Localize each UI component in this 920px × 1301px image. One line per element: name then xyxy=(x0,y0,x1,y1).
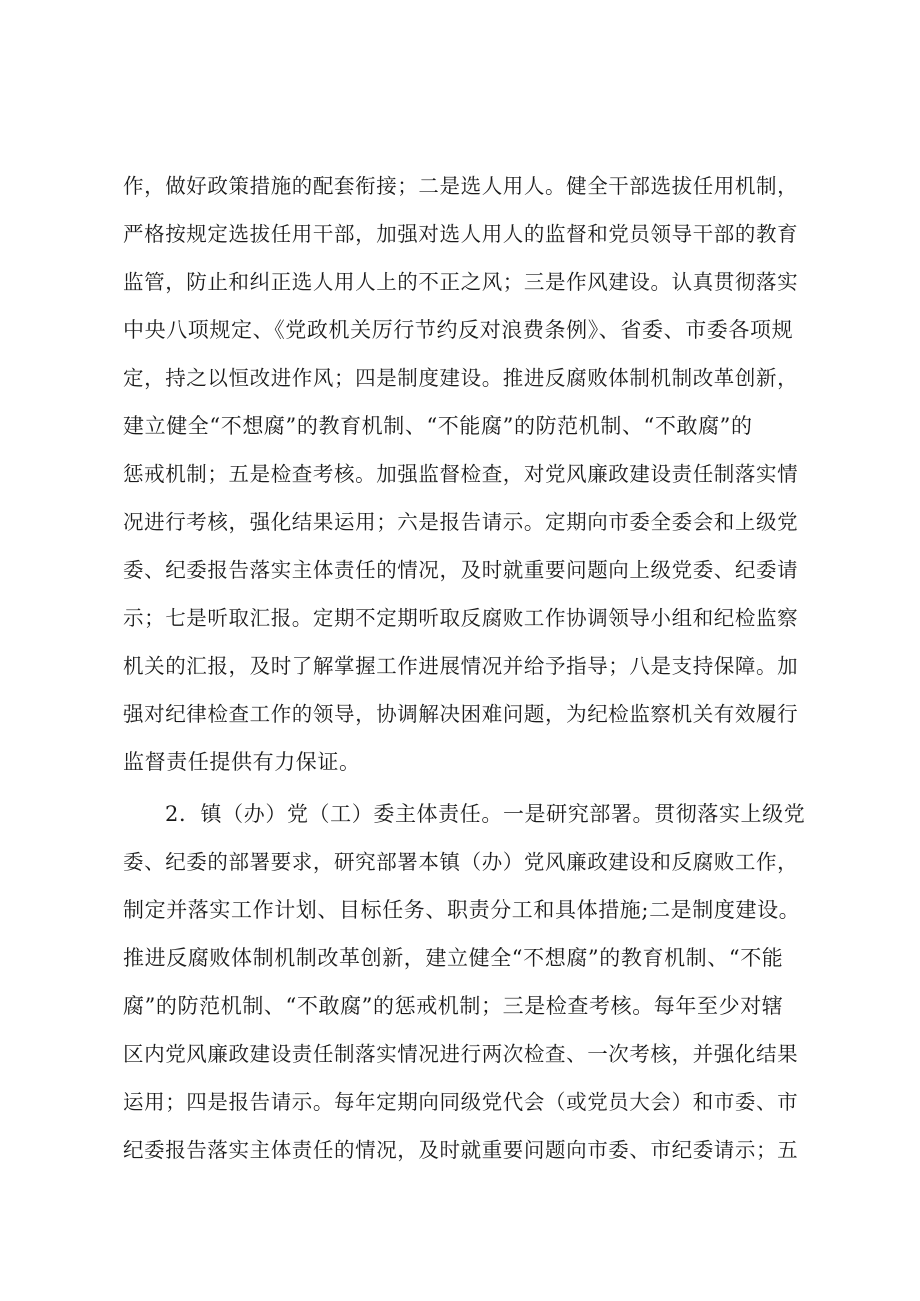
text-line: 示；七是听取汇报。定期不定期听取反腐败工作协调领导小组和纪检监察 xyxy=(123,606,799,630)
text-line: 委、纪委的部署要求，研究部署本镇（办）党风廉政建设和反腐败工作， xyxy=(123,850,799,874)
text-line: 定，持之以恒改进作风；四是制度建设。推进反腐败体制机制改革创新， xyxy=(123,366,799,390)
text-line: 推进反腐败体制机制改革创新，建立健全“不想腐”的教育机制、“不能 xyxy=(123,946,784,970)
text-line: 运用；四是报告请示。每年定期向同级党代会（或党员大会）和市委、市 xyxy=(123,1090,799,1114)
text-line: 作，做好政策措施的配套衔接；二是选人用人。健全干部选拔任用机制， xyxy=(123,174,799,198)
text-line: 纪委报告落实主体责任的情况，及时就重要问题向市委、市纪委请示；五 xyxy=(123,1138,799,1162)
text-line: 建立健全“不想腐”的教育机制、“不能腐”的防范机制、“不敢腐”的 xyxy=(123,414,753,438)
text-line: 中央八项规定、《党政机关厉行节约反对浪费条例》、省委、市委各项规 xyxy=(123,318,794,342)
text-line: 腐”的防范机制、“不敢腐”的惩戒机制；三是检查考核。每年至少对辖 xyxy=(123,994,784,1018)
text-line: 制定并落实工作计划、目标任务、职责分工和具体措施;二是制度建设。 xyxy=(123,898,801,922)
text-line: 况进行考核，强化结果运用；六是报告请示。定期向市委全委会和上级党 xyxy=(123,510,799,534)
text-line: 惩戒机制；五是检查考核。加强监督检查，对党风廉政建设责任制落实情 xyxy=(123,462,799,486)
text-line: 强对纪律检查工作的领导，协调解决困难问题，为纪检监察机关有效履行 xyxy=(123,702,799,726)
text-line: 委、纪委报告落实主体责任的情况，及时就重要问题向上级党委、纪委请 xyxy=(123,558,799,582)
text-line: 区内党风廉政建设责任制落实情况进行两次检查、一次考核，并强化结果 xyxy=(123,1042,799,1066)
text-line: 严格按规定选拔任用干部，加强对选人用人的监督和党员领导干部的教育 xyxy=(123,222,799,246)
text-line: 2．镇（办）党（工）委主体责任。一是研究部署。贯彻落实上级党 xyxy=(165,802,806,826)
text-line: 机关的汇报，及时了解掌握工作进展情况并给予指导；八是支持保障。加 xyxy=(123,654,799,678)
text-line: 监督责任提供有力保证。 xyxy=(123,750,361,774)
text-line: 监管，防止和纠正选人用人上的不正之风；三是作风建设。认真贯彻落实 xyxy=(123,270,799,294)
